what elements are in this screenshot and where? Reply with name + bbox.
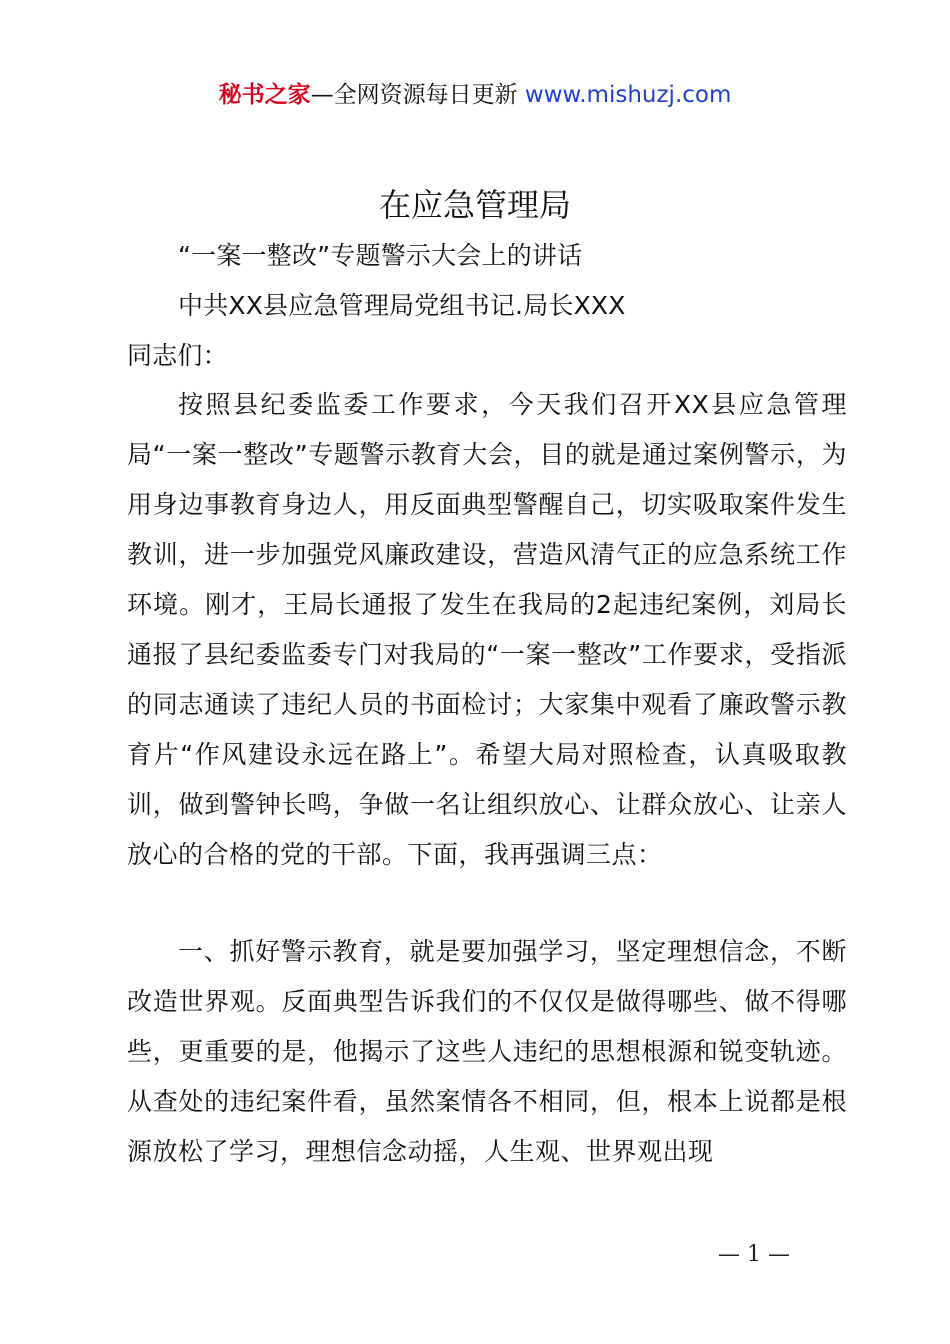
site-banner bbox=[0, 78, 950, 112]
body-paragraph: 按照县纪委监委工作要求，今天我们召开XX县应急管理局“一案一整改”专题警示教育大会，目的就是通过案例警示，为用身边事教育身边人，用反面典型警醒自己，切实吸取案件发生教训，进一步加强党风廉政建设，营造风清气正的应急系统工作环境。刚才，王局长通报了发生在我局的2起违纪案例，刘局长通报了县纪委监委专门对我局的“一案一整改”工作要求，受指派的同志通读了违纪人员的书面检讨；大家集中观看了廉政警示教育片“作风建设永远在路上”。希望大局对照检查，认真吸取教训，做到警钟长鸣，争做一名让组织放心、让群众放心、让亲人放心的合格的党的干部。下面，我再强调三点： bbox=[127, 390, 847, 869]
body-paragraph: 一、抓好警示教育，就是要加强学习，坚定理想信念，不断改造世界观。反面典型告诉我们的不仅仅是做得哪些、做不得哪些，更重要的是，他揭示了这些人违纪的思想根源和锐变轨迹。从查处的违纪案件看，虽然案情各不相同，但，根本上说都是根源放松了学习，理想信念动摇，人生观、世界观出现 bbox=[127, 937, 847, 1166]
site-brand-name: 秘书之家 bbox=[218, 82, 311, 108]
document-greeting: 同志们： bbox=[127, 341, 228, 370]
document-author: 中共XX县应急管理局党组书记.局长XXX bbox=[178, 291, 626, 320]
document-subtitle: “一案一整改”专题警示大会上的讲话 bbox=[178, 241, 583, 270]
page-number: — 1 — bbox=[718, 1242, 790, 1267]
site-url-link[interactable]: www.mishuzj.com bbox=[524, 82, 732, 108]
site-slogan: —全网资源每日更新 bbox=[310, 82, 518, 108]
document-title: 在应急管理局 bbox=[378, 186, 571, 224]
